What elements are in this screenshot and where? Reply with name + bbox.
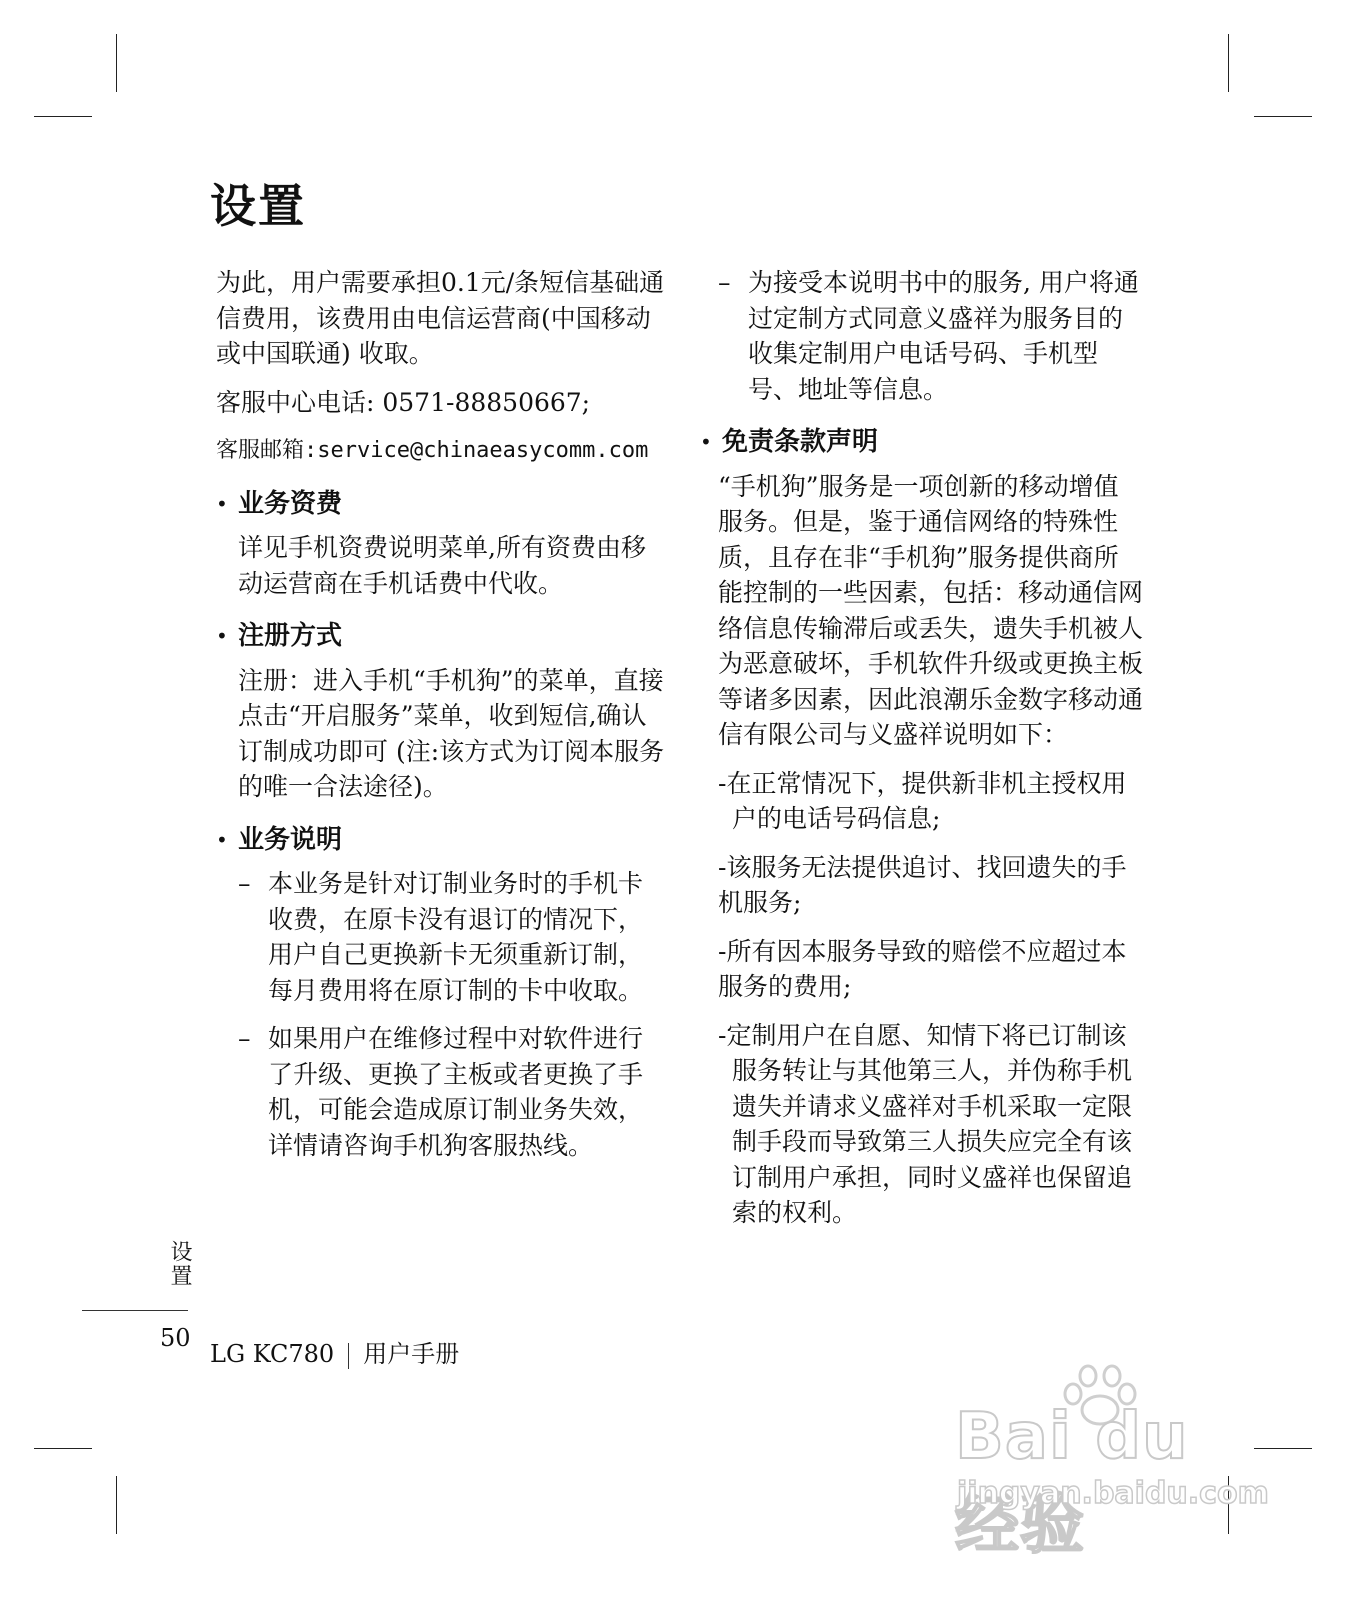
disclaimer-clause: -定制用户在自愿、知情下将已订制该服务转让与其他第三人，并伪称手机遗失并请求义盛祥对手机采取一定限制手段而导致第三人损失应完全有该订制用户承担，同时义盛祥也保留追索的权利。: [718, 1020, 1133, 1227]
section-title-disclaimer: • 免责条款声明: [700, 425, 1143, 461]
list-item: [216, 866, 666, 1008]
crop-mark: [34, 116, 92, 117]
watermark-url: jingyan.baidu.com: [957, 1476, 1269, 1511]
page-number: 50: [160, 1324, 191, 1352]
list-item-text: 如果用户在维修过程中对软件进行了升级、更换了主板或者更换了手机，可能会造成原订制业务失效，详情请咨询手机狗客服热线。: [268, 1024, 644, 1160]
footer-model: LG KC780: [210, 1340, 335, 1368]
section-body-disclaimer: “手机狗”服务是一项创新的移动增值服务。但是，鉴于通信网络的特殊性质，且存在非“手机狗”服务提供商所能控制的一些因素，包括：移动通信网络信息传输滞后或丢失，遗失手机被人为恶意破坏，手机软件升级或更换主板等诸多因素，因此浪潮乐金数字移动通信有限公司与义盛祥说明如下：: [718, 471, 1144, 749]
right-column: [718, 265, 1143, 1244]
baidu-watermark: [955, 1362, 1275, 1563]
service-phone: 客服中心电话: 0571-88850667;: [216, 387, 591, 417]
crop-mark: [116, 1476, 117, 1534]
crop-mark: [34, 1448, 92, 1449]
crop-mark: [1254, 116, 1312, 117]
section-title-fees: • 业务资费: [216, 487, 666, 523]
service-email: 客服邮箱:service@chinaeasycomm.com: [216, 438, 649, 463]
list-item-text: 为接受本说明书中的服务, 用户将通过定制方式同意义盛祥为服务目的收集定制用户电话号码、手机型号、地址等信息。: [748, 268, 1139, 404]
page-title: 设置: [210, 179, 306, 233]
left-column: [216, 265, 666, 1176]
side-tab-label: 设置: [167, 1240, 192, 1288]
section-title-registration: • 注册方式: [216, 619, 666, 655]
dash-marker: –: [238, 1024, 251, 1053]
footer: [210, 1334, 459, 1369]
section-body-fees: 详见手机资费说明菜单,所有资费由移动运营商在手机话费中代收。: [238, 533, 646, 598]
section-body-registration: 注册：进入手机“手机狗”的菜单，直接点击“开启服务”菜单，收到短信,确认订制成功即可 (注:该方式为订阅本服务的唯一合法途径)。: [238, 665, 665, 801]
side-tab-divider: [82, 1310, 188, 1311]
footer-manual: 用户手册: [363, 1340, 460, 1368]
dash-marker: –: [238, 869, 251, 898]
disclaimer-clause: -在正常情况下，提供新非机主授权用户的电话号码信息;: [718, 768, 1127, 833]
watermark-brand: Bai du 经验: [955, 1400, 1189, 1563]
dash-marker: –: [718, 268, 731, 297]
intro-paragraph: 为此，用户需要承担0.1元/条短信基础通信费用，该费用由电信运营商(中国移动或中国联通) 收取。: [216, 268, 665, 368]
disclaimer-clause: -该服务无法提供追讨、找回遗失的手机服务;: [718, 852, 1127, 917]
crop-mark: [1228, 34, 1229, 92]
list-item: [718, 265, 1143, 407]
footer-separator: [348, 1343, 349, 1369]
disclaimer-clause: -所有因本服务导致的赔偿不应超过本服务的费用;: [718, 936, 1127, 1001]
list-item: [216, 1021, 666, 1163]
list-item-text: 本业务是针对订制业务时的手机卡收费，在原卡没有退订的情况下，用户自己更换新卡无须重新订制，每月费用将在原订制的卡中收取。: [268, 869, 644, 1005]
section-title-description: • 业务说明: [216, 823, 666, 859]
crop-mark: [116, 34, 117, 92]
